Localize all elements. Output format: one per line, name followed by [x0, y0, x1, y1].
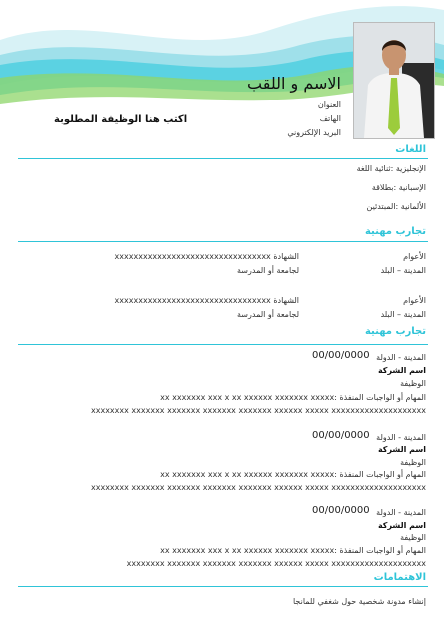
edu-place-label: المدينة – البلد	[380, 310, 426, 319]
interests-divider	[18, 586, 428, 587]
education-title: تجارب مهنية	[364, 226, 426, 237]
experience-title: تجارب مهنية	[364, 326, 426, 337]
interests-title: الاهتمامات	[373, 572, 426, 583]
profile-photo	[353, 22, 435, 139]
edu-degree: الشهادة xxxxxxxxxxxxxxxxxxxxxxxxxxxxxxxxx	[114, 252, 299, 261]
edu-degree: الشهادة xxxxxxxxxxxxxxxxxxxxxxxxxxxxxxxxx	[114, 296, 299, 305]
language-item: الإنجليزية :ثنائية اللغة	[356, 164, 426, 173]
exp-duties: xxxxxxxx xxxxxxx xxxxxxx xxxxxxx xxxxxxx xxxxxx xxxxx xxxxxxxxxxxxxxxxxxxx	[90, 483, 426, 492]
exp-date: 00/00/0000	[312, 505, 370, 516]
languages-title: اللغات	[395, 144, 426, 155]
edu-years-label: الأعوام	[403, 296, 426, 305]
language-item: الإسبانية :بطلاقة	[371, 183, 426, 192]
exp-company: اسم الشركة	[377, 366, 426, 375]
email-label: البريد الإلكتروني	[287, 128, 341, 137]
exp-date: 00/00/0000	[312, 430, 370, 441]
phone-label: الهاتف	[319, 114, 341, 123]
exp-company: اسم الشركة	[377, 445, 426, 454]
exp-duties: xxxxxxxx xxxxxxx xxxxxxx xxxxxxx xxxxxxx xxxxxx xxxxx xxxxxxxxxxxxxxxxxxxx	[90, 406, 426, 415]
exp-place: المدينة - الدولة	[376, 508, 426, 517]
candidate-name: الاسم و اللقب	[247, 74, 341, 93]
exp-duties: المهام أو الواجبات المنفذة :xx xxxxxxx xxx x xx xxxxxx xxxxxxx xxxxx	[160, 546, 426, 555]
edu-place-label: المدينة – البلد	[380, 266, 426, 275]
edu-years-label: الأعوام	[403, 252, 426, 261]
exp-company: اسم الشركة	[377, 521, 426, 530]
job-title: اكتب هنا الوظيفة المطلوبة	[54, 114, 188, 125]
edu-school: لجامعة أو المدرسة	[237, 310, 299, 319]
exp-date: 00/00/0000	[312, 350, 370, 361]
language-item: الألمانية :المبتدئين	[366, 202, 426, 211]
exp-role: الوظيفة	[400, 458, 426, 467]
exp-role: الوظيفة	[400, 379, 426, 388]
exp-duties: xxxxxxxx xxxxxxx xxxxxxx xxxxxxx xxxxxx xxxxx xxxxxxxxxxxxxxxxxxxx	[126, 559, 426, 568]
edu-school: لجامعة أو المدرسة	[237, 266, 299, 275]
exp-duties: المهام أو الواجبات المنفذة :xx xxxxxxx xxx x xx xxxxxx xxxxxxx xxxxx	[160, 393, 426, 402]
exp-role: الوظيفة	[400, 533, 426, 542]
exp-place: المدينة - الدولة	[376, 433, 426, 442]
experience-divider	[18, 344, 428, 345]
education-divider	[18, 241, 428, 242]
interests-text: إنشاء مدونة شخصية حول شغفي للمانجا	[292, 597, 426, 606]
languages-divider	[18, 158, 428, 159]
exp-duties: المهام أو الواجبات المنفذة :xx xxxxxxx xxx x xx xxxxxx xxxxxxx xxxxx	[160, 470, 426, 479]
address-label: العنوان	[317, 100, 341, 109]
exp-place: المدينة - الدولة	[376, 353, 426, 362]
